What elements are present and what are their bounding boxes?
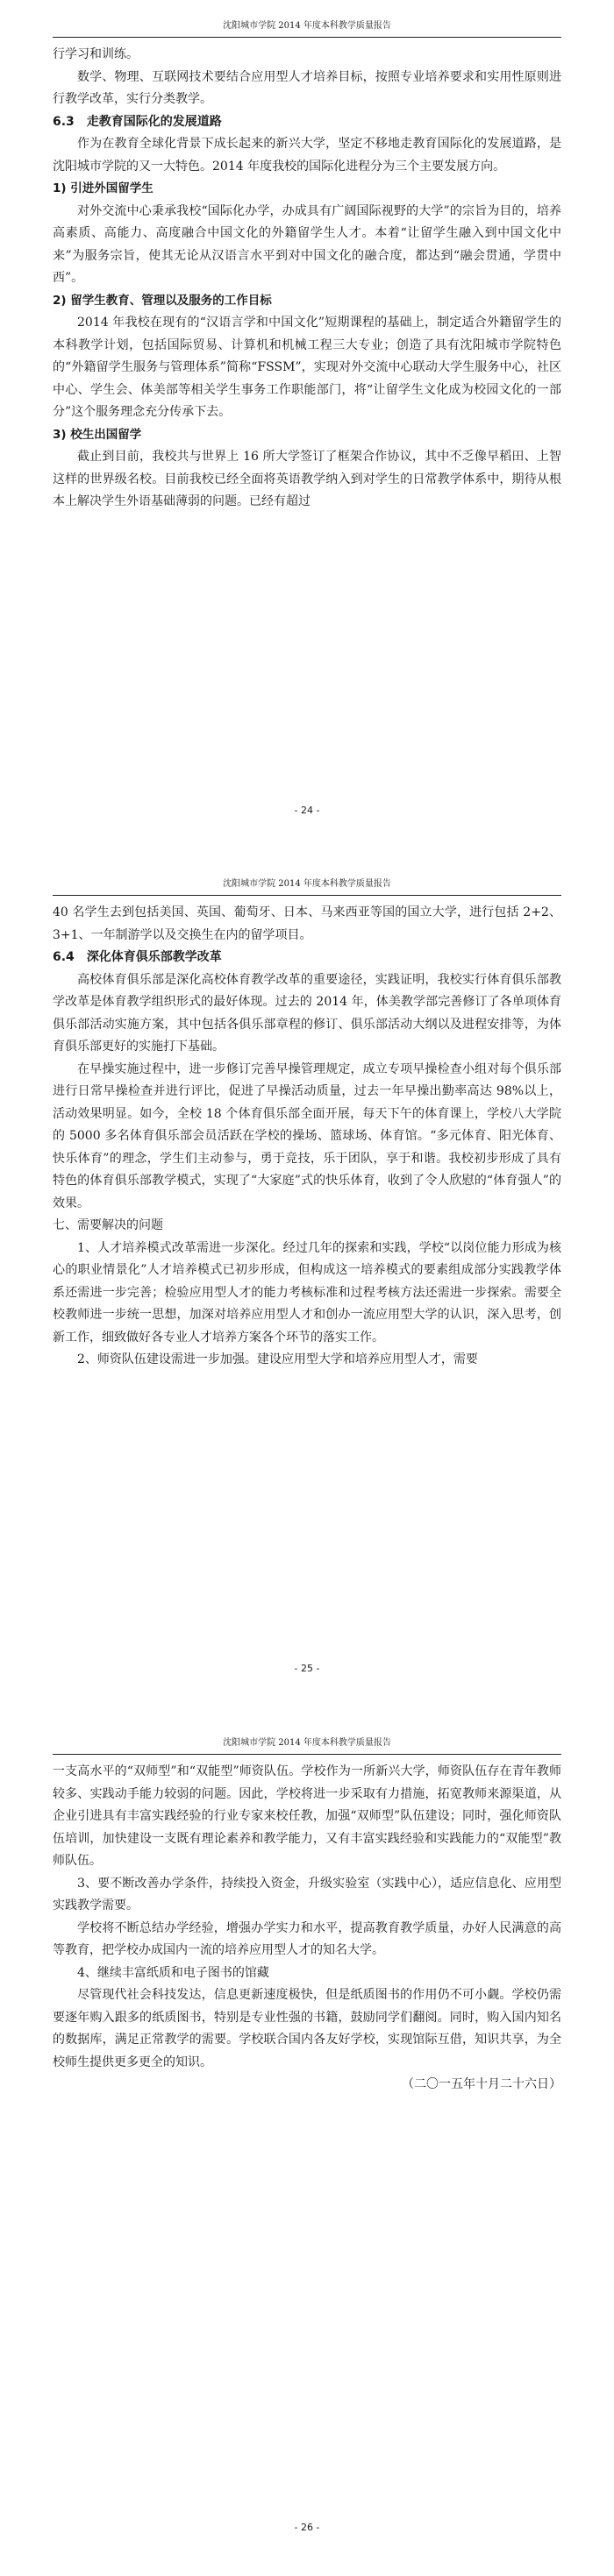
section-title: 深化体育俱乐部教学改革: [86, 950, 222, 964]
page-content: [53, 902, 561, 1372]
section-heading: [53, 111, 561, 134]
paragraph: 一支高水平的“双师型”和“双能型”师资队伍。学校作为一所新兴大学，师资队伍存在青年教师较多、实践动手能力较弱的问题。因此，学校将进一步采取有力措施，拓宽教师来源渠道，从企业引进具有丰富实践经验的行业专家来校任教，加强“双师型”队伍建设；同时，强化师资队伍培训，加快建设一支既有理论素养和教学能力，又有丰富实践经验和实践能力的“双能型”教师队伍。: [53, 1764, 561, 1868]
paragraph: 数学、物理、互联网技术要结合应用型人才培养目标，按照专业培养要求和实用性原则进行教学改革，实行分类教学。: [53, 69, 561, 106]
paragraph: 在早操实施过程中，进一步修订完善早操管理规定，成立专项早操检查小组对每个俱乐部进行日常早操检查并进行评比，促进了早操活动质量，过去一年早操出勤率高达 98%以上，活动效果明显。如今，全校 18 个体育俱乐部全面开展，每天下午的体育课上，学校八大学院的 5000 多名体育俱乐部会员活跃在学校的操场、篮球场、体育馆。“多元体育、阳光体育、快乐体育”的理念，学生们主动参与，勇于竞技，乐于团队，享于和谐。我校初步形成了具有特色的体育俱乐部教学模式，实现了“大家庭”式的快乐体育，收到了令人欣慰的“体育强人”的效果。: [53, 1061, 561, 1210]
section-heading: [53, 947, 561, 969]
paragraph: 高校体育俱乐部是深化高校体育教学改革的重要途径，实践证明，我校实行体育俱乐部教学改革是体育教学组织形式的最好体现。过去的 2014 年，体美教学部完善修订了各单项体育俱乐部活动实施方案，其中包括各俱乐部章程的修订、俱乐部活动大纲以及进程安排等，为体育俱乐部更好的实施打下基础。: [53, 972, 561, 1054]
paragraph: 作为在教育全球化背景下成长起来的新兴大学，坚定不移地走教育国际化的发展道路，是沈阳城市学院的又一大特色。2014 年度我校的国际化进程分为三个主要发展方向。: [53, 137, 561, 174]
page-number: - 26 -: [294, 2522, 320, 2533]
paragraph: 尽管现代社会科技发达，信息更新速度极快，但是纸质图书的作用仍不可小觑。学校仍需要逐年购入跟多的纸质图书，特别是专业性强的书籍，鼓励同学们翻阅。同时，购入国内知名的数据库，满足正常教学的需要。学校联合国内各友好学校，实现馆际互借，知识共享，为全校师生提供更多更全的知识。: [53, 1988, 561, 2069]
paragraph: 1、人才培养模式改革需进一步深化。经过几年的探索和实践，学校“以岗位能力形成为核心的职业情景化”人才培养模式已初步形成，但构成这一培养模式的要素组成部分实践教学体系还需进一步完善；检验应用型人才的能力考核标准和过程考核方法还需进一步探索。需要全校教师进一步统一思想，加深对培养应用型人才和创办一流应用型大学的认识，深入思考，创新工作，细致做好各专业人才培养方案各个环节的落实工作。: [53, 1240, 561, 1345]
paragraph: 2、师资队伍建设需进一步加强。建设应用型大学和培养应用型人才，需要: [77, 1352, 478, 1366]
report-date: （二〇一五年十月二十六日）: [402, 2077, 561, 2091]
paragraph: 3、要不断改善办学条件，持续投入资金，升级实验室（实践中心），适应信息化、应用型实践教学需要。: [53, 1876, 561, 1912]
page-header: 沈阳城市学院 2014 年度本科教学质量报告: [53, 19, 561, 38]
section-number: 6.4: [53, 950, 75, 964]
paragraph: 学校将不断总结办学经验，增强办学实力和水平，提高教育教学质量，办好人民满意的高等教育，把学校办成国内一流的培养应用型人才的知名大学。: [53, 1920, 561, 1957]
page-24: [0, 0, 614, 858]
page-header: 沈阳城市学院 2014 年度本科教学质量报告: [53, 877, 561, 896]
page-number: - 25 -: [294, 1663, 320, 1674]
page-header: 沈阳城市学院 2014 年度本科教学质量报告: [53, 1736, 561, 1755]
section-number: 6.3: [53, 114, 75, 129]
page-number: - 24 -: [294, 805, 320, 816]
subsection-heading: 1) 引进外国留学生: [53, 181, 154, 195]
page-25: [0, 858, 614, 1717]
paragraph: 4、继续丰富纸质和电子图书的馆藏: [77, 1965, 269, 1980]
page-content: [53, 44, 561, 514]
subsection-heading: 3) 校生出国留学: [53, 427, 142, 442]
paragraph: 2014 年我校在现有的“汉语言学和中国文化”短期课程的基础上，制定适合外籍留学生的本科教学计划，包括国际贸易、计算机和机械工程三大专业；创造了具有沈阳城市学院特色的“外籍留学生服务与管理体系”简称“FSSM”，实现对外交流中心联动大学生服务中心，社区中心、学生会、体美部等相关学生事务工作职能部门，将“让留学生文化成为校园文化的一部分”这个服务理念充分传承下去。: [53, 316, 561, 419]
subsection-heading: 2) 留学生教育、管理以及服务的工作目标: [53, 293, 272, 308]
page-content: [53, 1761, 561, 2097]
paragraph: 截止到目前，我校共与世界上 16 所大学签订了框架合作协议，其中不乏像早稻田、上智这样的世界级名校。目前我校已经全面将英语教学纳入到对学生的日常教学体系中，期待从根本上解决学生外语基础薄弱的问题。已经有超过: [53, 450, 561, 508]
section-title: 走教育国际化的发展道路: [86, 114, 222, 129]
page-26: [0, 1717, 614, 2576]
paragraph: 行学习和训练。: [53, 47, 139, 61]
chapter-heading: 七、需要解决的问题: [53, 1218, 163, 1232]
paragraph: 40 名学生去到包括美国、英国、葡萄牙、日本、马来西亚等国的国立大学，进行包括 2+2、3+1、一年制游学以及交换生在内的留学项目。: [53, 905, 561, 942]
paragraph: 对外交流中心秉承我校“国际化办学，办成具有广阔国际视野的大学”的宗旨为目的，培养高素质、高能力、高度融合中国文化的外籍留学生人才。本着“让留学生融入到中国文化中来”为服务宗旨，使其无论从汉语言水平到对中国文化的融合度，都达到“融会贯通，学贯中西”。: [53, 203, 561, 285]
